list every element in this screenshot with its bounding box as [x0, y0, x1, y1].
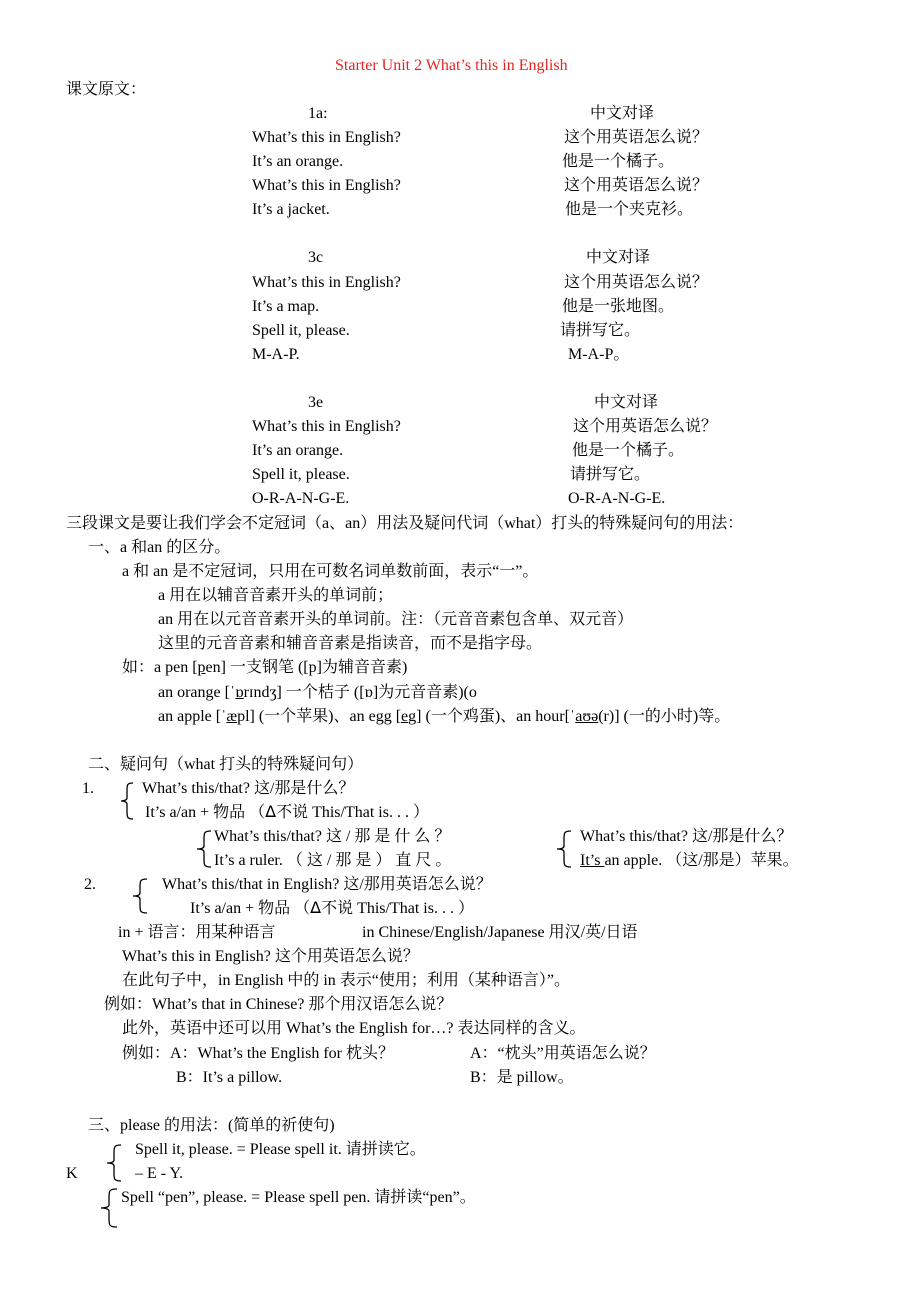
example-b-cn: B：是 pillow。 — [470, 1069, 574, 1086]
pattern-question: What’s this/that? 这/那是什么？ — [142, 780, 355, 797]
brace-icon — [118, 782, 134, 820]
brace-icon — [194, 830, 212, 868]
dialogue-cn: 这个用英语怎么说？ — [564, 274, 709, 291]
part1-line: a 用在以辅音音素开头的单词前； — [158, 587, 394, 604]
example-a-en: 例如：A：What’s the English for 枕头？ — [122, 1045, 394, 1062]
example-orange: an orange [ˈɒrɪndʒ] 一个桔子 ([ɒ]为元音音素)(o — [158, 684, 477, 701]
pattern-answer: It’s a/an + 物品 （ᐃ不说 This/That is. . . ） — [190, 900, 474, 917]
dialogue-cn: 这个用英语怎么说？ — [564, 177, 709, 194]
pattern-answer: It’s a/an + 物品 （ᐃ不说 This/That is. . . ） — [145, 804, 429, 821]
dialogue-cn: 他是一个夹克衫。 — [565, 201, 694, 218]
example-question: What’s this/that? 这 / 那 是 什 么 ？ — [214, 828, 451, 845]
item-number: 2. — [84, 876, 96, 893]
dialogue-en: What’s this in English? — [252, 274, 401, 291]
dialogue-cn: 这个用英语怎么说？ — [573, 418, 718, 435]
example-question: What’s this/that? 这/那是什么？ — [580, 828, 793, 845]
cn-header: 中文对译 — [594, 394, 659, 411]
in-language-rule: in + 语言：用某种语言 — [118, 924, 276, 941]
part3-line: Spell it, please. = Please spell it. 请拼读它。 — [135, 1141, 426, 1158]
part1-line: 这里的元音音素和辅音音素是指读音，而不是指字母。 — [158, 635, 543, 652]
part3-line: – E - Y. — [135, 1165, 183, 1182]
brace-icon — [98, 1188, 118, 1228]
part2-line: 此外，英语中还可以用 What’s the English for…? 表达同样的含义。 — [122, 1020, 586, 1037]
example-apple-egg-hour: an apple [ˈæpl] (一个苹果)、an egg [eg] (一个鸡蛋)、an hour[ˈaʊə(r)] (一的小时)等。 — [158, 708, 731, 725]
brace-icon — [130, 878, 148, 914]
part2-heading: 二、疑问句（what 打头的特殊疑问句） — [88, 756, 364, 773]
part3-heading: 三、please 的用法：(简单的祈使句) — [88, 1117, 335, 1134]
summary-text: 三段课文是要让我们学会不定冠词（a、an）用法及疑问代词（what）打头的特殊疑问句的用法： — [66, 515, 744, 532]
brace-icon — [104, 1144, 122, 1182]
part1-line: an 用在以元音音素开头的单词前。注：（元音音素包含单、双元音） — [158, 611, 634, 628]
dialogue-en: What’s this in English? — [252, 177, 401, 194]
part2-line: 在此句子中，in English 中的 in 表示“使用；利用（某种语言）”。 — [122, 972, 570, 989]
dialogue-cn: 他是一个橘子。 — [562, 153, 675, 170]
cn-header: 中文对译 — [590, 105, 655, 122]
dialogue-en: M-A-P. — [252, 346, 300, 363]
page-title: Starter Unit 2 What’s this in English — [335, 57, 568, 74]
dialogue-cn: 他是一张地图。 — [562, 298, 675, 315]
dialogue-en: It’s a jacket. — [252, 201, 330, 218]
example-answer: It’s an apple. （这/那是）苹果。 — [580, 852, 799, 869]
dialogue-en: Spell it, please. — [252, 322, 350, 339]
example-a-cn: A：“枕头”用英语怎么说？ — [470, 1045, 656, 1062]
in-language-examples: in Chinese/English/Japanese 用汉/英/日语 — [362, 924, 638, 941]
intro-label: 课文原文： — [66, 81, 147, 98]
section-label: 3e — [308, 394, 324, 411]
example-b-en: B：It’s a pillow. — [176, 1069, 283, 1086]
item-number: 1. — [82, 780, 94, 797]
section-label: 3c — [308, 249, 324, 266]
dialogue-cn: O-R-A-N-G-E. — [568, 490, 666, 507]
part3-line: Spell “pen”, please. = Please spell pen. 请拼读“pen”。 — [121, 1189, 476, 1206]
dialogue-cn: M-A-P。 — [568, 346, 630, 363]
part3-letter: K — [66, 1165, 78, 1182]
dialogue-cn: 他是一个橘子。 — [572, 442, 685, 459]
pattern-question: What’s this/that in English? 这/那用英语怎么说？ — [162, 876, 492, 893]
example-pen: 如：a pen [pen] 一支钢笔 ([p]为辅音音素) — [122, 659, 408, 676]
dialogue-en: What’s this in English? — [252, 418, 401, 435]
part1-heading: 一、a 和an 的区分。 — [88, 539, 231, 556]
dialogue-en: It’s an orange. — [252, 153, 344, 170]
part2-line: 例如：What’s that in Chinese? 那个用汉语怎么说？ — [104, 996, 453, 1013]
part1-line: a 和 an 是不定冠词，只用在可数名词单数前面，表示“一”。 — [122, 563, 539, 580]
dialogue-en: O-R-A-N-G-E. — [252, 490, 350, 507]
brace-icon — [554, 830, 572, 868]
example-answer: It’s a ruler. （ 这 / 那 是 ） 直 尺 。 — [214, 852, 452, 869]
dialogue-en: What’s this in English? — [252, 129, 401, 146]
section-label: 1a: — [308, 105, 328, 122]
dialogue-en: It’s an orange. — [252, 442, 344, 459]
part2-line: What’s this in English? 这个用英语怎么说？ — [122, 948, 419, 965]
dialogue-cn: 这个用英语怎么说？ — [564, 129, 709, 146]
dialogue-en: It’s a map. — [252, 298, 320, 315]
cn-header: 中文对译 — [586, 249, 651, 266]
dialogue-cn: 请拼写它。 — [570, 466, 651, 483]
dialogue-en: Spell it, please. — [252, 466, 350, 483]
dialogue-cn: 请拼写它。 — [560, 322, 641, 339]
